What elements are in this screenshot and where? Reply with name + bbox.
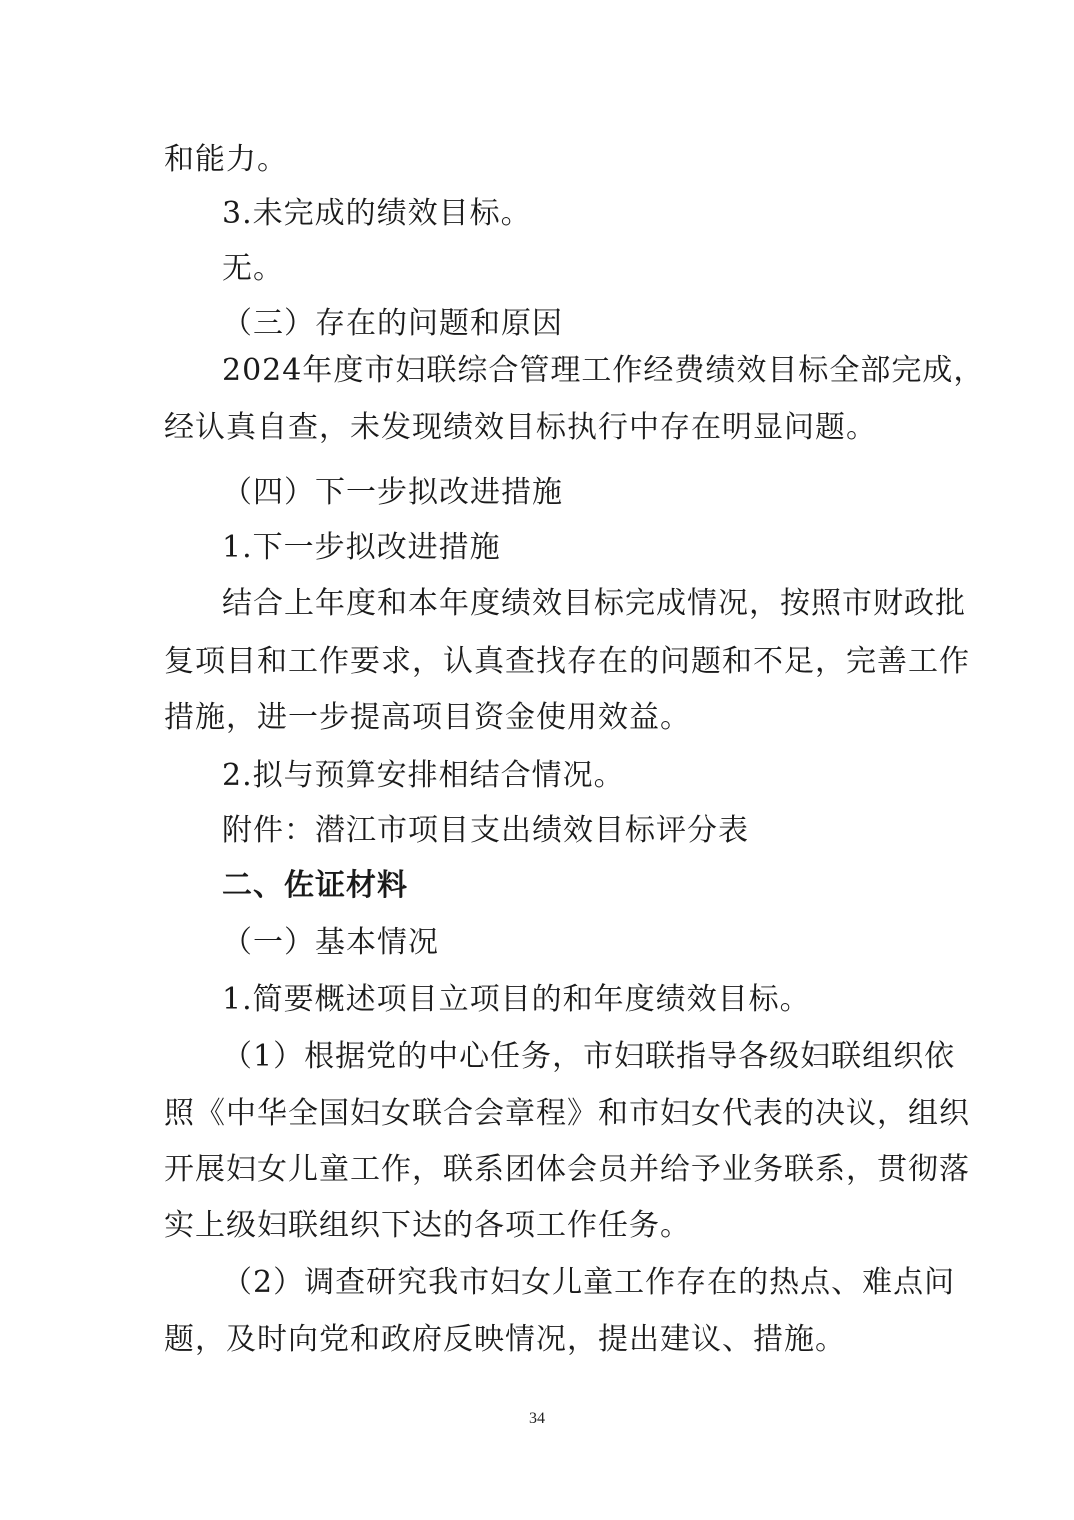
section-heading: 2.拟与预算安排相结合情况。 [222, 758, 625, 793]
attachment-line: 附件：潜江市项目支出绩效目标评分表 [222, 813, 749, 848]
page-number: 34 [529, 1410, 545, 1427]
section-heading: （四）下一步拟改进措施 [222, 475, 563, 510]
section-heading: 3.未完成的绩效目标。 [222, 196, 532, 231]
section-heading: （三）存在的问题和原因 [222, 306, 563, 341]
text-line: （1）根据党的中心任务，市妇联指导各级妇联组织依 [222, 1039, 956, 1074]
section-heading: 1.简要概述项目立项目的和年度绩效目标。 [222, 982, 811, 1017]
text-line: 照《中华全国妇女联合会章程》和市妇女代表的决议，组织 [164, 1096, 970, 1131]
text-line: 措施，进一步提高项目资金使用效益。 [164, 700, 691, 735]
section-heading: 1.下一步拟改进措施 [222, 530, 501, 565]
section-heading: （一）基本情况 [222, 925, 439, 960]
text-line: 复项目和工作要求，认真查找存在的问题和不足，完善工作 [164, 644, 970, 679]
chapter-heading: 二、佐证材料 [222, 868, 408, 903]
text-line: 实上级妇联组织下达的各项工作任务。 [164, 1208, 691, 1243]
text-line: 和能力。 [164, 142, 288, 177]
text-line: 2024年度市妇联综合管理工作经费绩效目标全部完成， [222, 353, 985, 388]
text-line: 开展妇女儿童工作，联系团体会员并给予业务联系，贯彻落 [164, 1152, 970, 1187]
text-line: 题，及时向党和政府反映情况，提出建议、措施。 [164, 1322, 846, 1357]
text-line: 结合上年度和本年度绩效目标完成情况，按照市财政批 [222, 586, 966, 621]
text-line: （2）调查研究我市妇女儿童工作存在的热点、难点问 [222, 1265, 956, 1300]
text-line: 经认真自查，未发现绩效目标执行中存在明显问题。 [164, 410, 877, 445]
text-line: 无。 [222, 251, 284, 286]
